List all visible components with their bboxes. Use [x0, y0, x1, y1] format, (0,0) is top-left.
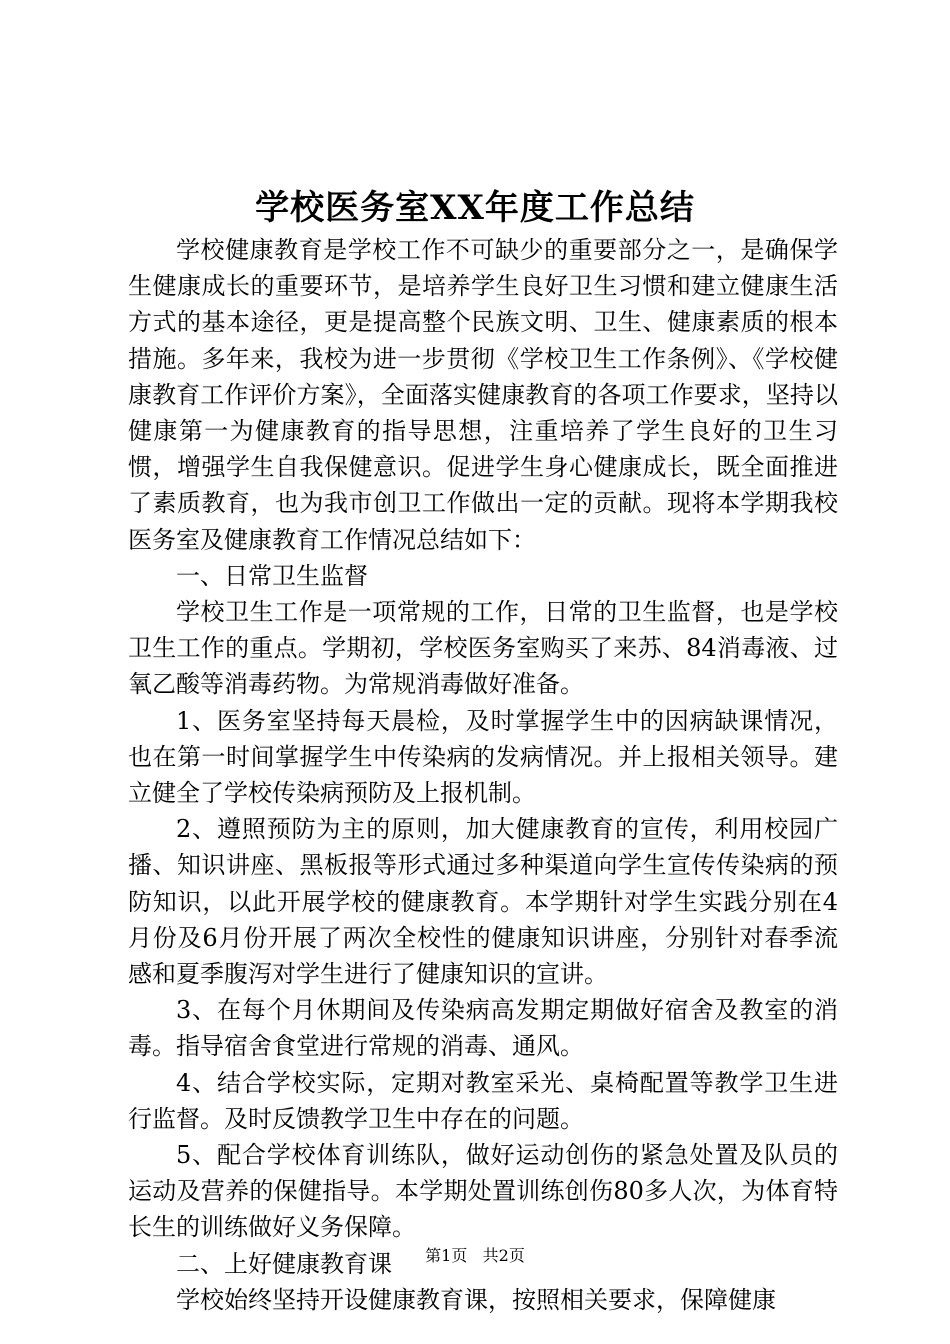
section-heading-daily-hygiene: 一、日常卫生监督 [176, 561, 368, 590]
paragraph-health-class: 学校始终坚持开设健康教育课，按照相关要求，保障健康 [176, 1285, 776, 1314]
intro-paragraph: 学校健康教育是学校工作不可缺少的重要部分之一，是确保学生健康成长的重要环节，是培养学生良好卫生习惯和建立健康生活方式的基本途径，更是提高整个民族文明、卫生、健康素质的根本措施。多年来，我校为进一步贯彻《学校卫生工作条例》、《学校健康教育工作评价方案》，全面落实健康教育的各项工作要求，坚持以健康第一为健康教育的指导思想，注重培养了学生良好的卫生习惯，增强学生自我保健意识。促进学生身心健康成长，既全面推进了素质教育，也为我市创卫工作做出一定的贡献。现将本学期我校医务室及健康教育工作情况总结如下： [128, 236, 838, 554]
paragraph-item-5: 5、配合学校体育训练队，做好运动创伤的紧急处置及队员的运动及营养的保健指导。本学期处置训练创伤80多人次，为体育特长生的训练做好义务保障。 [128, 1141, 838, 1242]
page-footer [0, 1244, 950, 1268]
section-heading-health-class: 二、上好健康教育课 [176, 1249, 392, 1278]
document-body [128, 232, 838, 1318]
page-number: 第1页 [425, 1246, 468, 1265]
paragraph-item-3: 3、在每个月休期间及传染病高发期定期做好宿舍及教室的消毒。指导宿舍食堂进行常规的消毒、通风。 [128, 996, 838, 1061]
paragraph-hygiene-overview: 学校卫生工作是一项常规的工作，日常的卫生监督，也是学校卫生工作的重点。学期初，学校医务室购买了来苏、84消毒液、过氧乙酸等消毒药物。为常规消毒做好准备。 [128, 598, 838, 699]
paragraph-item-4: 4、结合学校实际，定期对教室采光、桌椅配置等教学卫生进行监督。及时反馈教学卫生中存在的问题。 [128, 1068, 838, 1133]
footer-spacer [472, 1246, 477, 1265]
document-title: 学校医务室XX年度工作总结 [255, 188, 695, 228]
paragraph-item-1: 1、医务室坚持每天晨检，及时掌握学生中的因病缺课情况，也在第一时间掌握学生中传染病的发病情况。并上报相关领导。建立健全了学校传染病预防及上报机制。 [128, 706, 838, 808]
paragraph-item-2: 2、遵照预防为主的原则，加大健康教育的宣传，利用校园广播、知识讲座、黑板报等形式通过多种渠道向学生宣传传染病的预防知识，以此开展学校的健康教育。本学期针对学生实践分别在4月份及6月份开展了两次全校性的健康知识讲座，分别针对春季流感和夏季腹泻对学生进行了健康知识的宣讲。 [128, 815, 838, 989]
page-total: 共2页 [482, 1246, 525, 1265]
